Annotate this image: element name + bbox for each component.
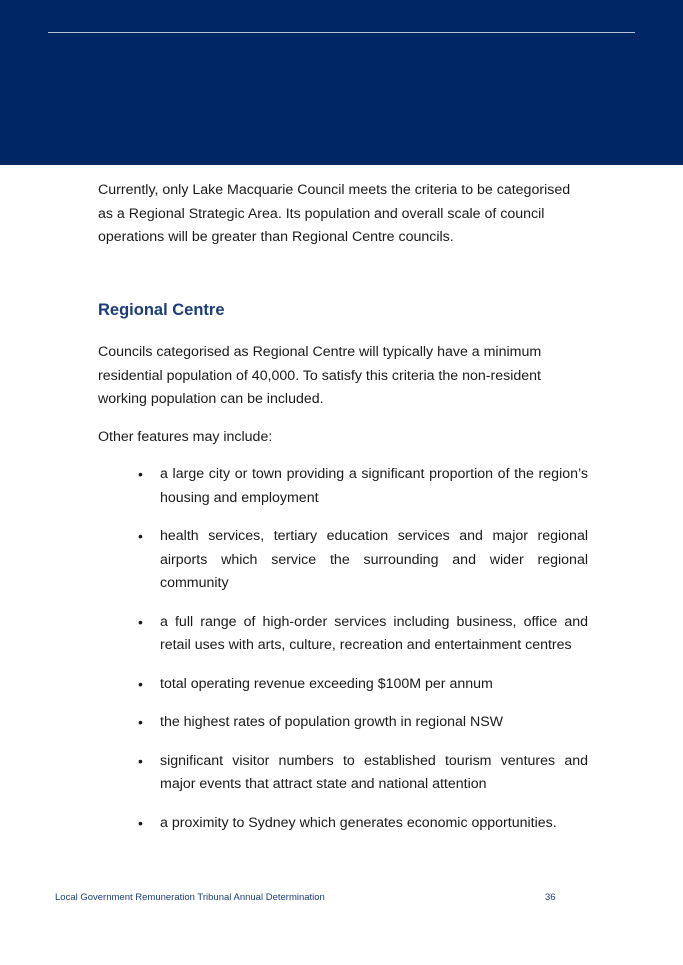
section-heading: Regional Centre [98, 301, 225, 319]
footer-title: Local Government Remuneration Tribunal Annual Determination [55, 892, 325, 903]
list-item [98, 711, 588, 735]
list-item [98, 463, 588, 510]
bullet-icon: • [138, 814, 143, 831]
list-item-text: a large city or town providing a significant proportion of the region’s housing and employment [160, 466, 588, 506]
list-item-text: a proximity to Sydney which generates economic opportunities. [160, 814, 557, 831]
list-item [98, 611, 588, 658]
bullet-icon: • [138, 714, 143, 730]
bullet-icon: • [138, 466, 143, 482]
features-lead-paragraph: Other features may include: [98, 429, 273, 445]
header-banner [0, 0, 683, 165]
bullet-icon: • [138, 752, 143, 769]
list-item-text: a full range of high-order services including business, office and retail uses with arts, culture, recreation and entertainment centres [160, 613, 588, 653]
list-item [98, 673, 588, 697]
list-item-text: the highest rates of population growth in regional NSW [160, 714, 504, 730]
bullet-icon: • [138, 675, 143, 692]
section-intro-paragraph: Councils categorised as Regional Centre will typically have a minimum residential population of 40,000. To satisfy this criteria the non-resident working population can be included. [98, 344, 542, 407]
header-divider [48, 32, 635, 33]
list-item [98, 525, 588, 596]
list-item-text: total operating revenue exceeding $100M per annum [160, 675, 493, 692]
bullet-icon: • [138, 613, 143, 630]
list-item-text: health services, tertiary education services and major regional airports which service the surrounding and wider regional community [160, 528, 588, 591]
list-item [98, 812, 588, 836]
intro-paragraph: Currently, only Lake Macquarie Council meets the criteria to be categorised as a Regional Strategic Area. Its population and overall scale of council operations will be greater than Regional Centre councils. [98, 182, 571, 245]
list-item [98, 750, 588, 797]
list-item-text: significant visitor numbers to established tourism ventures and major events that attract state and national attention [160, 752, 588, 792]
page-number: 36 [545, 892, 556, 903]
features-list [98, 463, 588, 850]
bullet-icon: • [138, 528, 143, 544]
